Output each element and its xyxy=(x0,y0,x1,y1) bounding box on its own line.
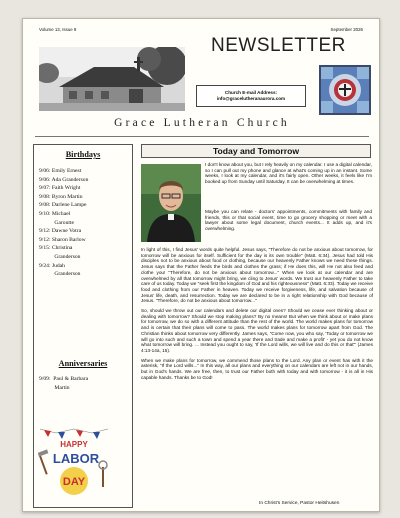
church-name: Grace Lutheran Church xyxy=(114,117,290,129)
birthday-list xyxy=(39,167,131,279)
list-item: 9/15: Christina xyxy=(39,245,73,252)
article-signature: In Christ's Service, Pastor Heitshusen xyxy=(259,501,340,506)
article-paragraph-5: When we make plans for tomorrow, we commend those plans to the Lord. Any plan or event has with it the asterisk, "If the Lord wills..." In this way, all our plans and everything on our calendars are left not in our hands, but in God's hands. We are free, then, to trust our Father both with today and with tomorrow - it is all in His capable hands. Thanks be to God! xyxy=(141,357,373,380)
pastor-photo xyxy=(141,164,201,242)
newsletter-title: NEWSLETTER xyxy=(211,35,346,56)
list-item: 9/10: Michael xyxy=(39,210,71,217)
list-item: 9/08: Byron Martin xyxy=(39,193,83,200)
volume-issue: Volume 13, Issue 9 xyxy=(39,27,77,32)
list-item: 9/07: Faith Wright xyxy=(39,185,81,192)
list-item: 9/08: Darlene Lampe xyxy=(39,202,87,209)
article-paragraph-3: In light of this, I find Jesus' words quite helpful. Jesus says, "Therefore do not be anxious about tomorrow, for tomorrow will be anxious for itself. Sufficient for the day is its own trouble" (Matt. 6:34). Jesus had told His disciples not to be anxious about food or clothing, because our heavenly Father knows we need these things. Jesus says that the Father feeds the birds and clothes the grass; if He does this, will He not also feed and clothe you! "Therefore, do not be anxious about tomorrow..." When we look at our calendar and are overwhelmed by all that tomorrow might bring, we cling to Jesus' words. We trust our heavenly Father to take care of us today. Today we "seek first the kingdom of God and his righteousness" (Matt. 6:33). Today we receive food and clothing from our Father in heaven. Today we receive forgiveness, life, and salvation because of Jesus' life, death, and resurrection. Today we are declared to be in a right relationship with God because of Jesus. "Therefore, do not be anxious about tomorrow..." xyxy=(141,247,373,304)
article-paragraph-4: So, should we throw out our calendars and delete our digital ones? Should we cease ever thinking about or dealing with tomorrow? Should we stop making plans? By no means! But when we think about or make plans for tomorrow, we do so with a different attitude than the rest of the world. The world makes plans for tomorrow and is certain that their plans will come to pass. The world makes plans for tomorrow apart from God. The Christian thinks about tomorrow very differently. James says, "Come now, you who say, 'Today or tomorrow we will go into such and such a town and spend a year there and trade and make a profit' - yet you do not know what tomorrow will bring. ... Instead you ought to say, 'If the Lord wills, we will live and do this or that'" (James 4:13-14a, 15). xyxy=(141,308,373,353)
list-item: Garoutte xyxy=(39,219,74,226)
list-item: 9/12: Dawne Votra xyxy=(39,228,82,235)
graphic-labor: LABOR xyxy=(52,451,100,466)
church-photo xyxy=(39,47,185,111)
issue-date: September 2026 xyxy=(330,27,363,32)
list-item: 9/06: Emily Ernest xyxy=(39,168,82,174)
list-item: 9/06: Ada Granderson xyxy=(39,176,89,183)
birthdays-heading: Birthdays xyxy=(65,150,101,159)
list-item: Granderson xyxy=(39,271,81,278)
header-divider xyxy=(35,136,369,137)
email-box xyxy=(196,85,306,107)
list-item: 9/09: Paul & Barbara xyxy=(39,376,89,382)
list-item: 9/24: Judah xyxy=(39,262,65,269)
list-item: Granderson xyxy=(39,253,81,260)
stained-glass-window xyxy=(319,65,371,115)
email-label: Church E-mail Address: xyxy=(224,90,278,95)
graphic-day: DAY xyxy=(62,476,86,488)
email-address[interactable]: info@gracelutheranaurora.com xyxy=(216,96,286,102)
newsletter-page xyxy=(22,18,380,512)
sidebar xyxy=(33,144,133,508)
labor-day-graphic xyxy=(38,423,110,503)
anniversary-list xyxy=(39,375,131,392)
list-item: Martin xyxy=(39,384,70,391)
anniversaries-heading: Anniversaries xyxy=(58,359,108,368)
list-item: 9/12: Sharon Barlow xyxy=(39,236,86,243)
article-paragraph-2: Maybe you can relate - doctors' appointments, commitments with family and friends, this or that social event, time to go grocery shopping or meet with a lawyer about some legal document, church events... It adds up, and it's overwhelming. xyxy=(205,209,372,232)
article-paragraph-1: I don't know about you, but I rely heavily on my calendar. I use a digital calendar, so I can pull out my phone and glance at what's coming up in an instant. Some weeks, I look at my calendar, and it's fairly open. Other weeks, it feels like I'm booked up from Sunday until Saturday. It can be overwhelming at times. xyxy=(205,162,372,185)
graphic-happy: HAPPY xyxy=(60,440,88,449)
article-heading: Today and Tomorrow xyxy=(141,144,371,158)
article-body xyxy=(141,247,373,384)
